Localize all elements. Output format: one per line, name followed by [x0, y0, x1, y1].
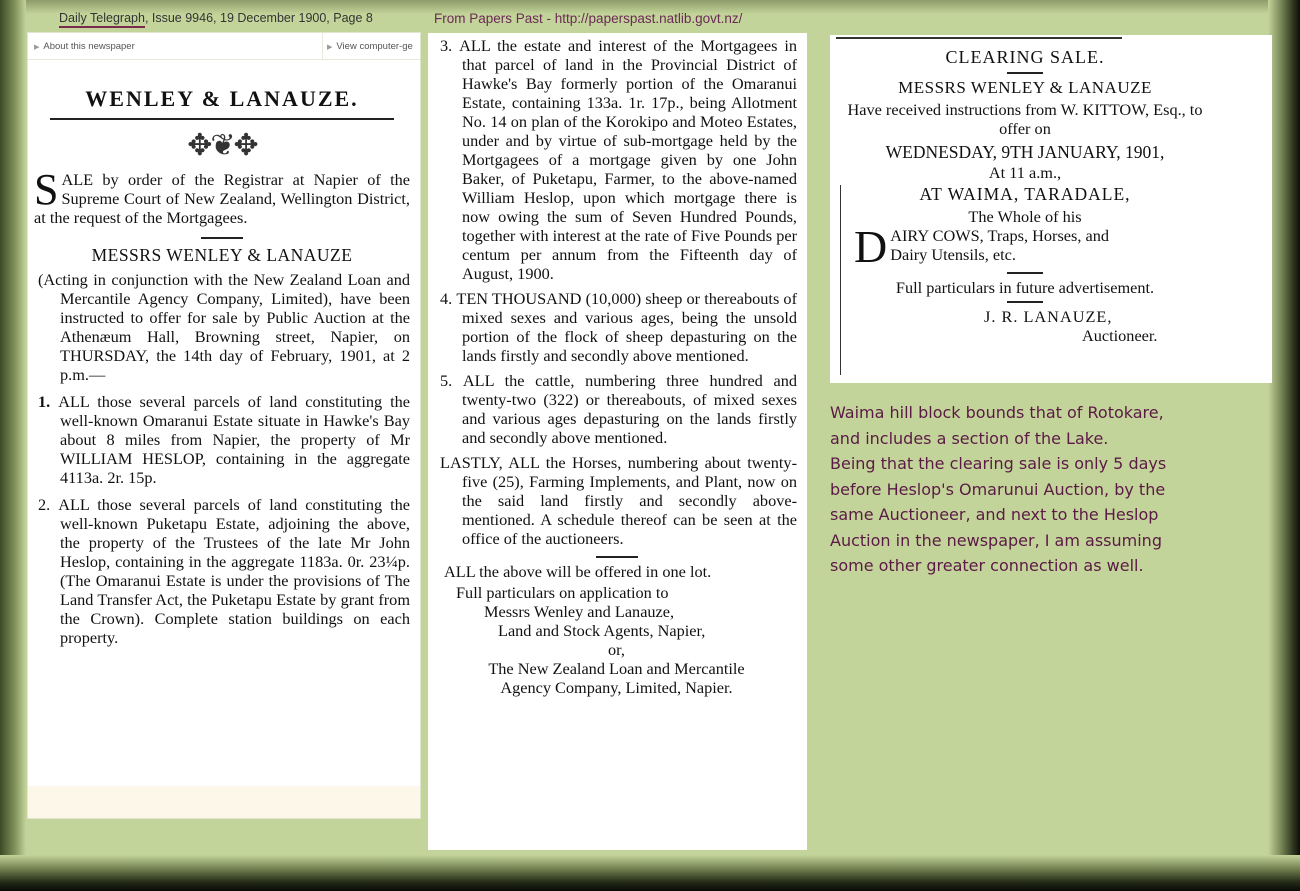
sale-items: D AIRY COWS, Traps, Horses, and Dairy Utensils, etc.: [854, 221, 1109, 272]
dropcap: S: [34, 165, 59, 214]
note-line: Being that the clearing sale is only 5 days: [830, 454, 1167, 473]
divider: [201, 237, 243, 239]
divider: [1007, 301, 1043, 303]
agent-1-desc: Land and Stock Agents, Napier,: [498, 621, 706, 640]
item-1: 1. ALL those several parcels of land constituting the well-known Omaranui Estate situate in Hawke's Bay about 8 miles from Napier, the property of Mr WILLIAM HESLOP, containing in the aggregate 4113a. 2r. 15p.: [38, 392, 410, 487]
one-lot-line: ALL the above will be offered in one lot.: [444, 562, 712, 581]
royal-crest-icon: ✥❦✥: [187, 129, 257, 162]
divider: [596, 556, 638, 558]
page-edge: [28, 786, 420, 818]
viewer-toolbar: [28, 33, 420, 60]
sale-date: WEDNESDAY, 9TH JANUARY, 1901,: [885, 142, 1165, 162]
source-caption: From Papers Past - http://paperspast.natlib.govt.nz/: [434, 11, 743, 26]
left-rule: [840, 185, 841, 375]
item-3: 3. ALL the estate and interest of the Mortgagees in that parcel of land in the Provincial District of Hawke's Bay formerly portion of the Omaranui Estate, containing 133a. 1r. 17p., being Allotment No. 14 on plan of the Korokipo and Moteo Estates, under and by virtue of sub-mortgage held by the Mortgagees of a mortgage given by one John Baker, of Puketapu, Farmer, to the above-named William Heslop, upon which mortgage there is now owing the sum of Seven Hundred Pounds, together with interest at the rate of Five Pounds per centum per annum from the Fifteenth day of August, 1900.: [440, 36, 797, 283]
newspaper-column-2: [428, 33, 807, 850]
dropcap: D: [854, 221, 888, 272]
auctioneer-name: J. R. LANAUZE,: [984, 307, 1113, 326]
sale-intro: SALE by order of the Registrar at Napier of the Supreme Court of New Zealand, Wellington District, at the request of the Mortgagees.: [34, 165, 410, 227]
clearing-sale-title: CLEARING SALE.: [945, 47, 1105, 67]
triangle-right-icon: ▶: [34, 44, 40, 51]
item-2: 2. ALL those several parcels of land constituting the well-known Puketapu Estate, adjoining the above, the property of the Trustees of the late Mr John Heslop, containing in the aggregate 1183a. 0r. 23¼p. (The Omaranui Estate is under the provisions of The Land Transfer Act, the Puketapu Estate by grant from the Crown). Complete station buildings on each property.: [38, 495, 410, 647]
clearing-sale-advert: [830, 35, 1272, 383]
particulars-line: Full particulars on application to: [456, 583, 669, 602]
note-line: before Heslop's Omarunui Auction, by the: [830, 479, 1166, 499]
particulars-line: Full particulars in future advertisement.: [895, 278, 1155, 297]
or-line: or,: [608, 640, 625, 659]
note-line: and includes a section of the Lake.: [830, 428, 1109, 448]
firm-heading: MESSRS WENLEY & LANAUZE: [898, 78, 1152, 97]
agent-2-desc: Agency Company, Limited, Napier.: [500, 678, 733, 697]
acting-paragraph: (Acting in conjunction with the New Zealand Loan and Mercantile Agency Company, Limited), have been instructed to offer for sale by Public Auction at the Athenæum Hall, Browning street, Napier, on THURSDAY, the 14th day of February, 1901, at 2 p.m.—: [38, 270, 410, 384]
about-newspaper-link[interactable]: ▶ About this newspaper: [34, 41, 135, 52]
divider: [1007, 72, 1043, 74]
note-line: Auction in the newspaper, I am assuming: [830, 530, 1162, 550]
view-computer-text-link[interactable]: ▶ View computer-ge: [322, 33, 413, 60]
item-5: 5. ALL the cattle, numbering three hundred and twenty-two (322) or thereabouts, of mixed sexes and various ages depasturing on the lands firstly and secondly above mentioned.: [440, 371, 797, 447]
triangle-right-icon: ▶: [327, 44, 333, 51]
firm-heading: MESSRS WENLEY & LANAUZE: [91, 245, 353, 265]
newspaper-column-1: [27, 32, 421, 819]
note-line: some other greater connection as well.: [830, 556, 1144, 575]
advert-title: WENLEY & LANAUZE.: [85, 86, 359, 111]
sale-place: AT WAIMA, TARADALE,: [919, 184, 1131, 204]
agent-2: The New Zealand Loan and Mercantile: [488, 659, 745, 678]
whole-of-his: The Whole of his: [968, 207, 1082, 226]
auctioneer-title: Auctioneer.: [1082, 326, 1158, 345]
frame-bevel-bottom: [0, 855, 1300, 891]
note-line: Waima hill block bounds that of Rotokare,: [830, 403, 1164, 422]
sale-time: At 11 a.m.,: [988, 163, 1062, 182]
agent-1: Messrs Wenley and Lanauze,: [484, 602, 675, 621]
divider: [1007, 272, 1043, 274]
issue-info: , Issue 9946, 19 December 1900, Page 8: [144, 11, 373, 25]
frame-bevel-left: [0, 0, 26, 891]
note-line: same Auctioneer, and next to the Heslop: [830, 505, 1159, 524]
instructions: Have received instructions from W. KITTOW, Esq., to offer on: [847, 100, 1203, 138]
citation-caption: [59, 11, 373, 25]
lastly-paragraph: LASTLY, ALL the Horses, numbering about twenty-five (25), Farming Implements, and Plant, now on the said land firstly and secondly above-mentioned. A schedule thereof can be seen at the office of the auctioneers.: [440, 453, 797, 548]
frame-bevel-right: [1268, 0, 1300, 891]
publication-link[interactable]: Daily Telegraph: [59, 11, 145, 28]
commentary-note: [830, 400, 1250, 579]
item-4: 4. TEN THOUSAND (10,000) sheep or thereabouts of mixed sexes and various ages, being the unsold portion of the flock of sheep depasturing on the lands firstly and secondly above mentioned.: [440, 289, 797, 365]
title-rule: [50, 118, 394, 120]
